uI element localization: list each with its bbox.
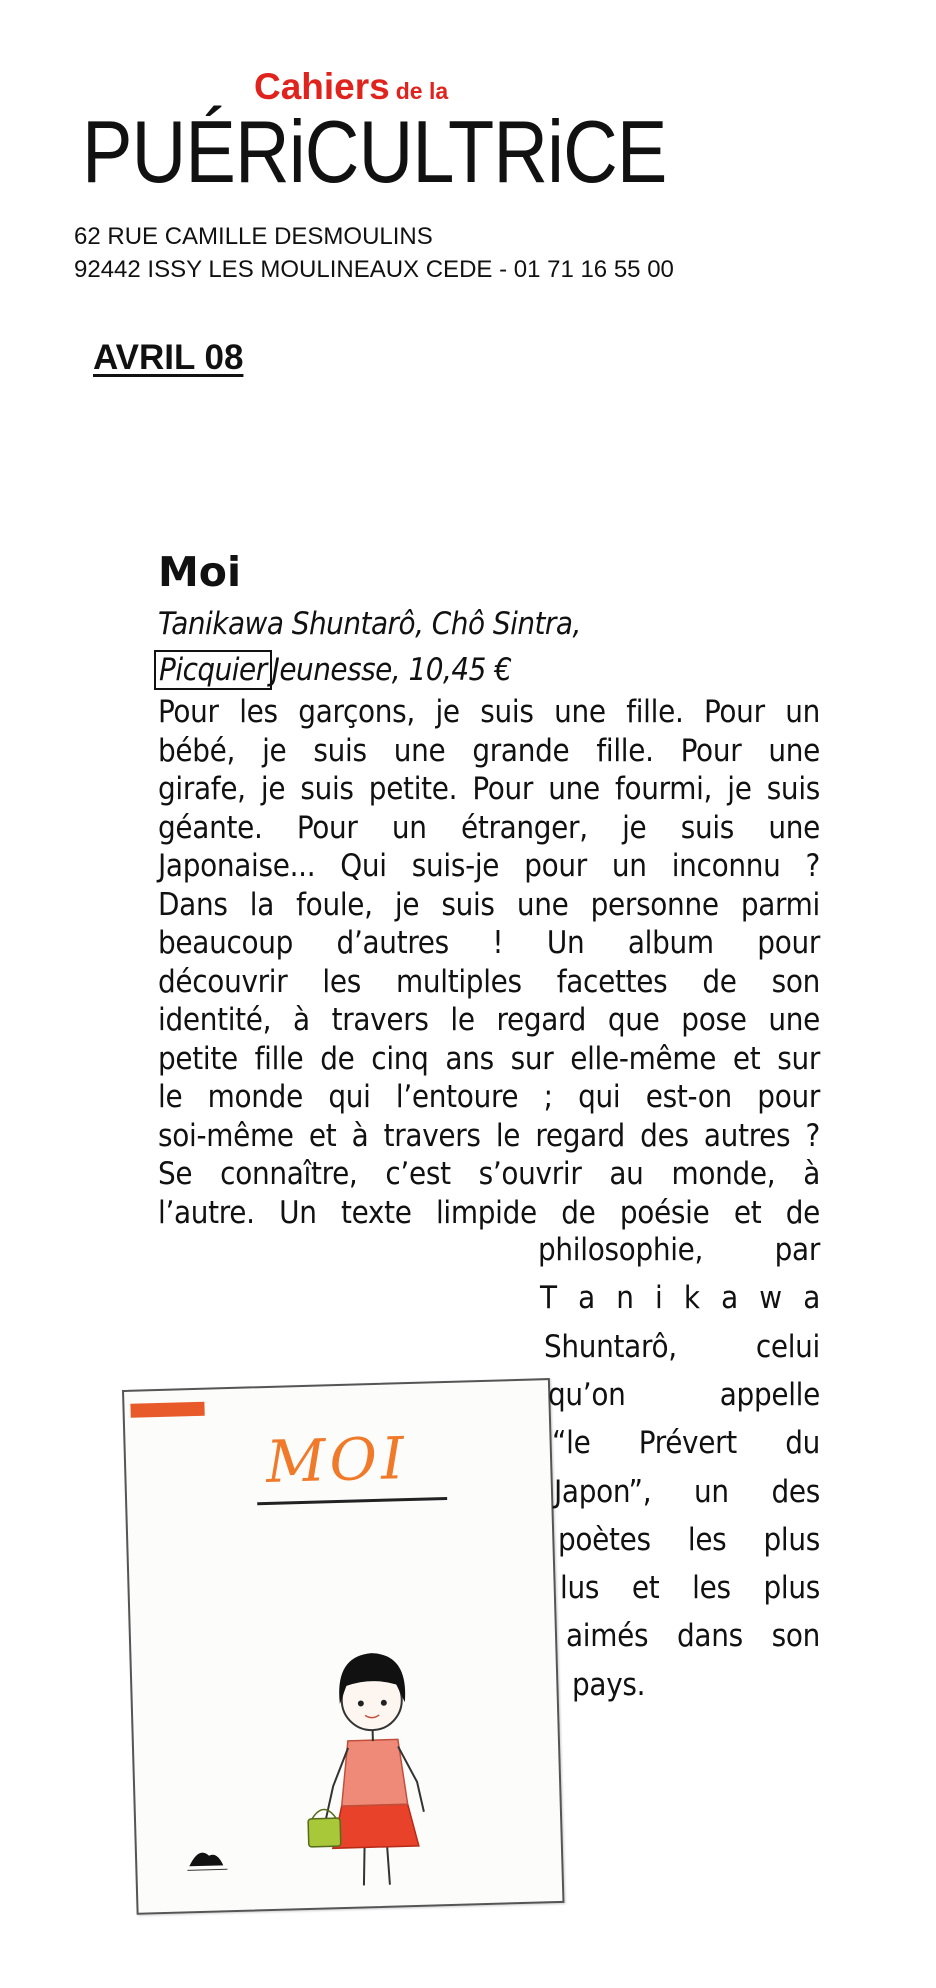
book-title: Moi [158, 548, 242, 596]
cover-title: MOI [265, 1424, 409, 1496]
body-wrap-line: T a n i k a w a [540, 1280, 820, 1317]
book-cover [122, 1378, 564, 1915]
address-line-1: 62 RUE CAMILLE DESMOULINS [74, 223, 433, 250]
body-line: soi-même et à travers le regard des autres ? [158, 1117, 820, 1154]
brand-cahiers: Cahiers [254, 66, 390, 107]
body-line: l’autre. Un texte limpide de poésie et de [158, 1194, 820, 1231]
body-wrap-line: philosophie, par [538, 1232, 820, 1268]
body-wrap-line: pays. [572, 1666, 646, 1703]
body-wrap-line: Japon”, un des [554, 1473, 820, 1510]
body-line: le monde qui l’entoure ; qui est-on pour [158, 1079, 820, 1115]
body-wrap-line: Shuntarô, celui [544, 1328, 820, 1365]
body-line: géante. Pour un étranger, je suis une [158, 809, 820, 846]
body-wrap-line: qu’on appelle [548, 1376, 820, 1413]
body-line: Pour les garçons, je suis une fille. Pour un [158, 694, 820, 730]
body-line: découvrir les multiples facettes de son [158, 963, 820, 1000]
body-line: bébé, je suis une grande fille. Pour une [158, 732, 820, 769]
brand-de-la: de la [395, 78, 449, 104]
body-line: identité, à travers le regard que pose une [158, 1002, 820, 1038]
body-line: girafe, je suis petite. Pour une fourmi, je suis [158, 771, 820, 807]
magazine-title: PUÉRiCULTRiCE [82, 102, 667, 201]
girl-illustration [124, 1380, 562, 1912]
byline-publisher [158, 652, 511, 688]
issue-date: AVRIL 08 [93, 338, 244, 377]
body-line: beaucoup d’autres ! Un album pour [158, 925, 820, 961]
body-wrap-line: aimés dans son [566, 1618, 820, 1655]
publisher-logo-icon [189, 1852, 223, 1866]
body-line: Se connaître, c’est s’ouvrir au monde, à [158, 1156, 820, 1192]
body-wrap-line: poètes les plus [558, 1521, 820, 1558]
body-wrap-line: “le Prévert du [552, 1425, 820, 1462]
body-wrap-line: lus et les plus [560, 1570, 820, 1607]
publisher-name: Picquier [154, 650, 272, 690]
publisher-price: Jeunesse, 10,45 € [271, 652, 512, 688]
body-line: Japonaise... Qui suis-je pour un inconnu ? [158, 848, 820, 884]
address-line-2: 92442 ISSY LES MOULINEAUX CEDE - 01 71 16 55 00 [74, 256, 674, 283]
byline-authors: Tanikawa Shuntarô, Chô Sintra, [158, 606, 581, 642]
body-line: Dans la foule, je suis une personne parmi [158, 886, 820, 923]
body-line: petite fille de cinq ans sur elle-même et sur [158, 1040, 820, 1077]
